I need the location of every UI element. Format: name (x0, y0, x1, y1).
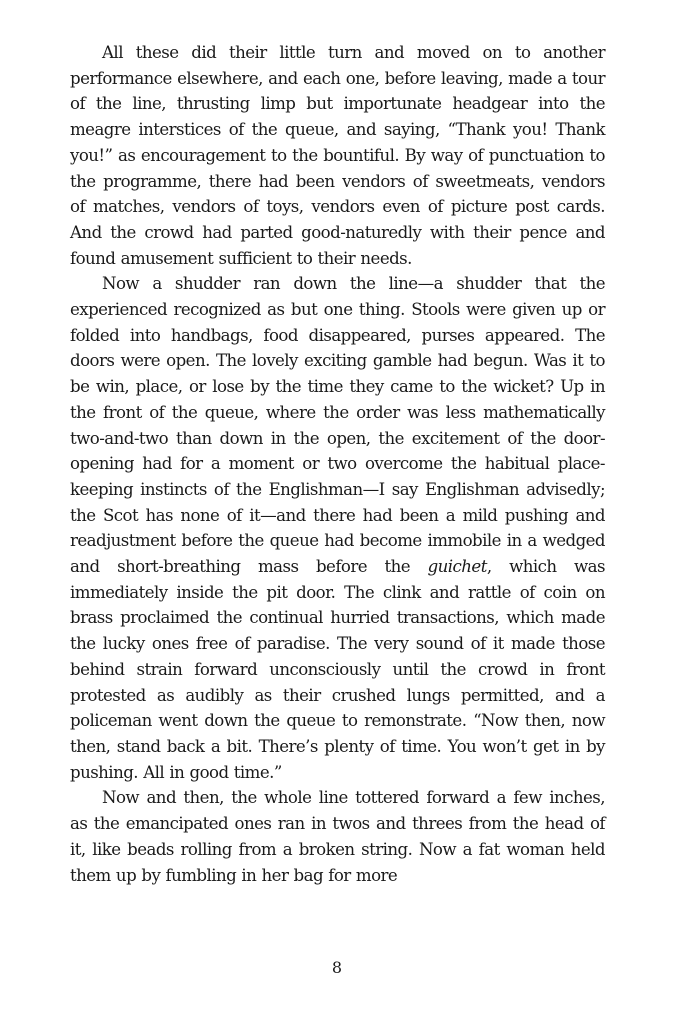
page-number: 8 (331, 958, 343, 977)
paragraph-2-text-start: Now a shudder ran down the line—a shudder that the experienced recognized as but one thing. Stools were given up or folded into handbags, food disappeared, purses appeared. The doors were open. The lovely exciting gamble had begun. Was it to be win, place, or lose by the time they came to the wicket? Up in the front of the queue, where the order was less mathematically two-and-two than down in the open, the excitement of the door-opening had for a moment or two overcome the habitual place-keeping instincts of the Englishman—I say Englishman advisedly; the Scot has none of it—and there had been a mild pushing and readjustment before the queue had become immobile in a wedged and short-breathing mass before the (70, 274, 605, 577)
paragraph-3-text: Now and then, the whole line tottered forward a few inches, as the emancipated ones ran in twos and threes from the head of it, like beads rolling from a broken string. Now a fat woman held them up by fumbling in her bag for more (70, 788, 605, 885)
paragraph-1-text: All these did their little turn and moved on to another performance elsewhere, and each one, before leaving, made a tour of the line, thrusting limp but importunate headgear into the meagre interstices of the queue, and saying, “Thank you! Thank you!” as encouragement to the bountiful. By way of punctuation to the programme, there had been vendors of sweetmeats, vendors of matches, vendors of toys, vendors even of picture post cards. And the crowd had parted good-naturedly with their pence and found amusement sufficient to their needs. (70, 43, 605, 268)
paragraph-2-text-end: , which was immediately inside the pit door. The clink and rattle of coin on brass proclaimed the continual hurried transactions, which made the lucky ones free of paradise. The very sound of it made those behind strain forward unconsciously until the crowd in front protested as audibly as their crushed lungs permitted, and a policeman went down the queue to remonstrate. “Now then, now then, stand back a bit. There’s plenty of time. You won’t get in by pushing. All in good time.” (70, 557, 605, 782)
paragraph-2-italic-word: guichet (427, 557, 487, 577)
paragraph-3 (70, 785, 605, 888)
paragraph-1 (70, 40, 605, 271)
paragraph-2 (70, 271, 605, 785)
page-body (70, 40, 605, 888)
